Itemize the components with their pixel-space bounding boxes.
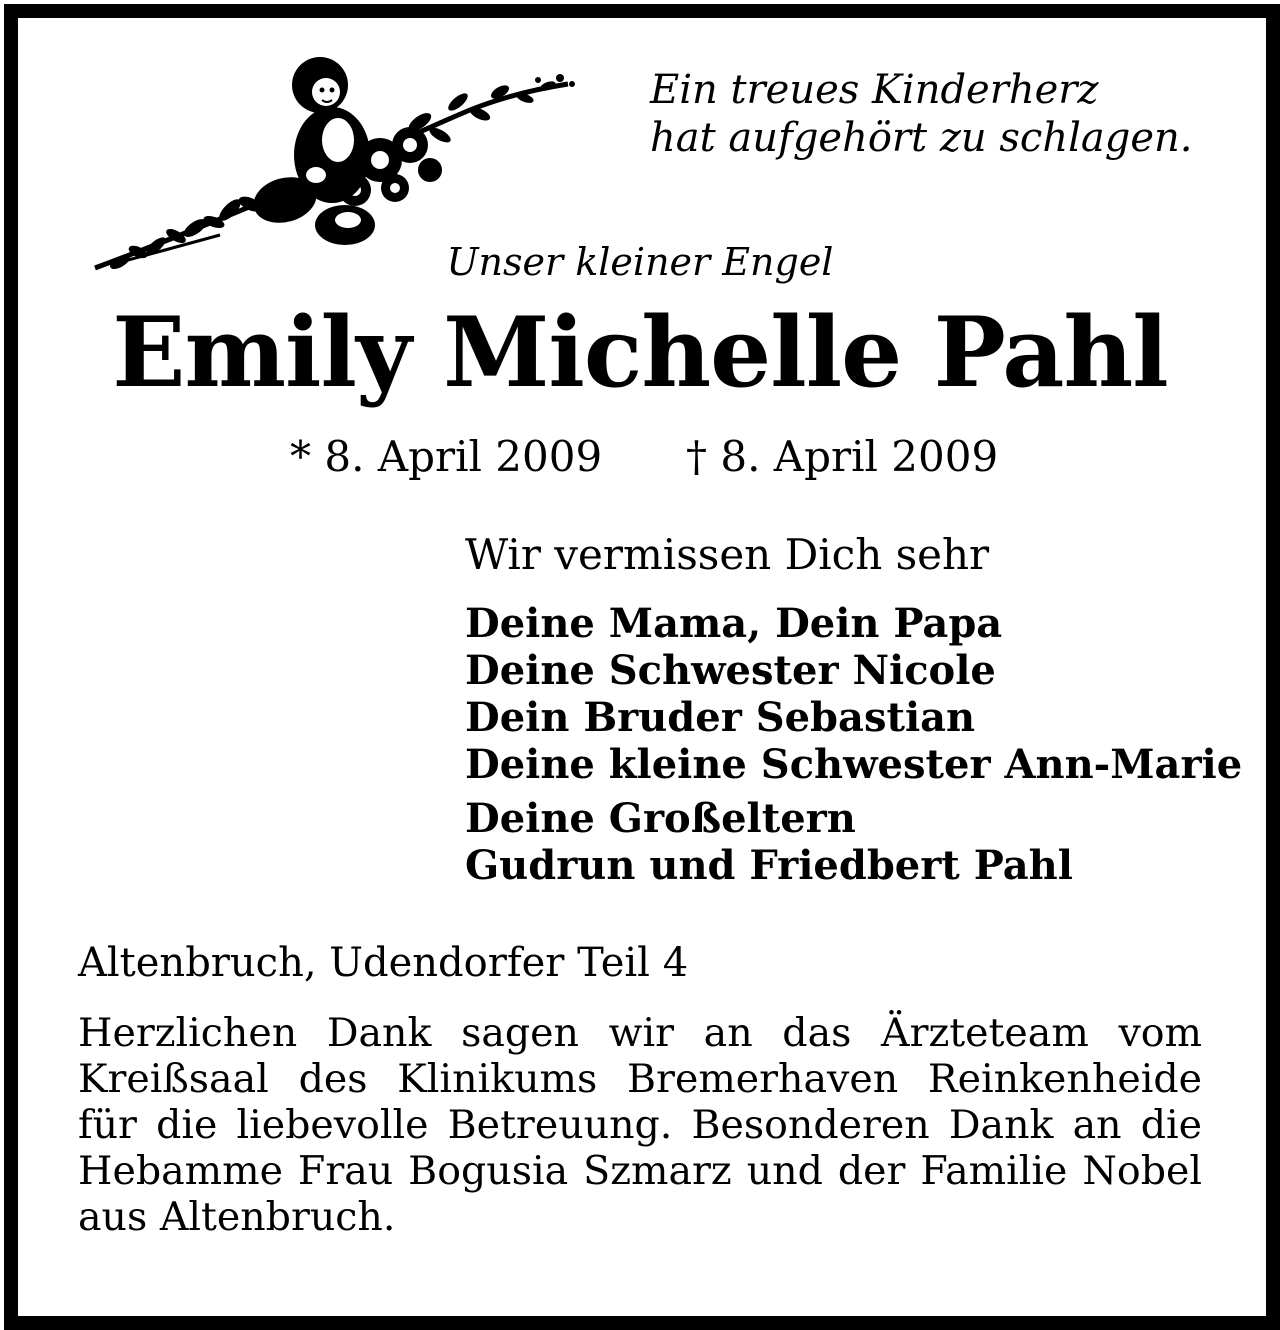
subtitle-text: Unser kleiner Engel bbox=[446, 240, 834, 284]
subtitle bbox=[0, 240, 1280, 284]
address: Altenbruch, Udendorfer Teil 4 bbox=[78, 940, 689, 986]
mourner-line: Deine kleine Schwester Ann-Marie bbox=[465, 741, 1243, 788]
motto bbox=[650, 66, 1192, 162]
motto-line-2: hat aufgehört zu schlagen. bbox=[650, 115, 1193, 161]
mourner-line: Deine Mama, Dein Papa bbox=[465, 600, 1003, 647]
miss-line: Wir vermissen Dich sehr bbox=[465, 530, 990, 579]
mourner-line: Deine Schwester Nicole bbox=[465, 647, 996, 694]
mourner-line: Dein Bruder Sebastian bbox=[465, 694, 976, 741]
mourners-list bbox=[465, 600, 1242, 889]
birth-date: * 8. April 2009 bbox=[290, 432, 603, 481]
thanks-paragraph: Herzlichen Dank sagen wir an das Ärzteteam vom Kreißsaal des Klinikums Bremerhaven Reinkenheide für die liebevolle Betreuung. Besonderen Dank an die Hebamme Frau Bogusia Szmarz und der Familie Nobel aus Altenbruch. bbox=[78, 1010, 1202, 1240]
spacer bbox=[465, 788, 1242, 795]
grandparents-line: Gudrun und Friedbert Pahl bbox=[465, 842, 1073, 889]
deceased-name: Emily Michelle Pahl bbox=[112, 296, 1168, 409]
death-date: † 8. April 2009 bbox=[686, 432, 999, 481]
grandparents-line: Deine Großeltern bbox=[465, 795, 856, 842]
motto-line-1: Ein treues Kinderherz bbox=[650, 67, 1099, 113]
